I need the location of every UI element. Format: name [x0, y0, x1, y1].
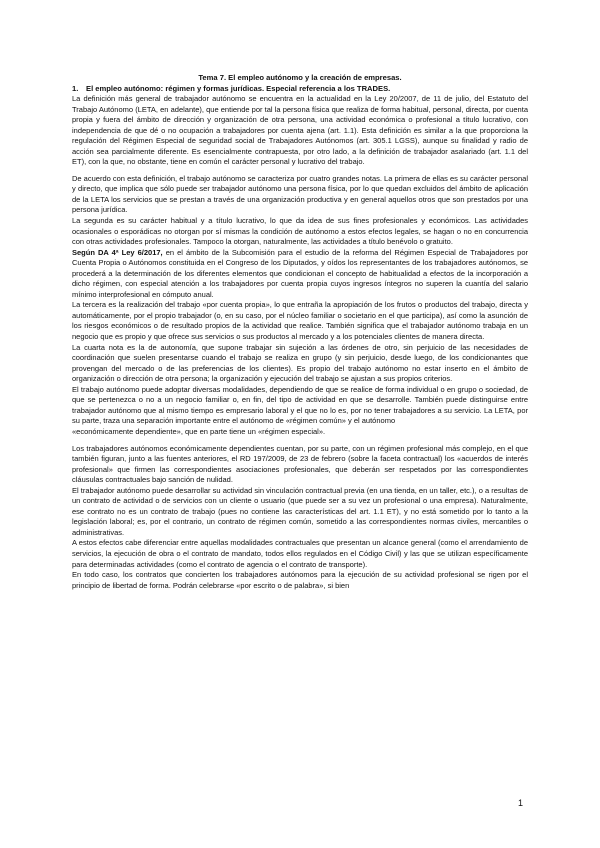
page-number: 1 [518, 798, 524, 808]
paragraph-modalidades-end: «económicamente dependiente», que en parte tiene un «régimen especial». [72, 426, 326, 436]
paragraph-habitual: La segunda es su carácter habitual y a título lucrativo, lo que da idea de sus fines profesionales y económicos. Las actividades ocasionales o esporádicas no otorgan por sí mismas la condición de autónomo a estos efectos legales, se hagan o no en concurrencia con otras actividades profesionales. Tampoco la otorgan, naturalmente, las actividades a título benévolo o gratuito. [72, 216, 528, 247]
paragraph-da4-lead: Según DA 4ª Ley 6/2017, [72, 247, 163, 257]
document-title: Tema 7. El empleo autónomo y la creación de empresas. [198, 73, 402, 82]
paragraph-libertad-forma: En todo caso, los contratos que concierten los trabajadores autónomos para la ejecución de su actividad profesional se rigen por el principio de libertad de forma. Podrán celebrarse «por escrito o de palabra», si bien [72, 570, 528, 590]
document-body [72, 73, 528, 591]
paragraph-autonomia: La cuarta nota es la de autonomía, que supone trabajar sin sujeción a las órdenes de otro, sin perjuicio de las necesidades de coordinación que suelen presentarse cuando el trabajo se realiza en grupo (y sin perjuicio, desde luego, de los condicionantes que provengan del mercado o de las preferencias de los clientes). Es propio del trabajo autónomo no estar inserto en el ámbito de organización o dirección de otra persona; la organización y ejecución del trabajo se ajustan a sus propios criterios. [72, 342, 528, 384]
section-heading-text: El empleo autónomo: régimen y formas jurídicas. Especial referencia a los TRADES. [86, 83, 391, 93]
paragraph-da4-text: en el ámbito de la Subcomisión para el estudio de la reforma del Régimen Especial de Trabajadores por Cuenta Propia o Autónomos constituida en el Congreso de los Diputados, y oídos los representantes de los trabajadores autónomos, se procederá a la determinación de los diferentes elementos que condicionan el concepto de habitualidad a efectos de la incorporación a dicho régimen, con especial atención a los trabajadores por cuenta propia cuyos ingresos íntegros no superen la cuantía del salario mínimo interprofesional en cómputo anual. [72, 247, 529, 299]
paragraph-definition: La definición más general de trabajador autónomo se encuentra en la actualidad en la Ley 20/2007, de 11 de julio, del Estatuto del Trabajo Autónomo (LETA, en adelante), que entiende por tal la persona física que realiza de forma habitual, personal, directa, por cuenta propia y fuera del ámbito de dirección y organización de otra persona, una actividad económica o profesional a título lucrativo, con independencia de que dé o no ocupación a trabajadores por cuenta ajena (art. 1.1). Esta definición es similar a la que proporciona la regulación del Régimen Especial de seguridad social de Trabajadores Autónomos (art. 305.1 LGSS), aunque su finalidad y radio de acción sea parcialmente diferente. Es esencialmente contrapuesta, por otro lado, a la definición de trabajador asalariado (art. 1.1 del ET), con la que, no obstante, tiene en común el carácter personal y lucrativo del trabajo. [72, 94, 528, 167]
paragraph-trade: Los trabajadores autónomos económicamente dependientes cuentan, por su parte, con un régimen profesional más complejo, en el que también figuran, junto a las fuentes anteriores, el RD 197/2009, de 23 de febrero (sobre la faceta contractual) los «acuerdos de interés profesional» que firmen las correspondientes asociaciones profesionales, que deberán ser respetados por las correspondientes cláusulas contractuales bajo sanción de nulidad. [72, 443, 528, 485]
paragraph-da4 [72, 248, 528, 301]
section-heading [72, 84, 528, 95]
paragraph-four-notes: De acuerdo con esta definición, el trabajo autónomo se caracteriza por cuatro grandes notas. La primera de ellas es su carácter personal y directo, que implica que sólo puede ser trabajador autónomo una persona física, por lo que quedan excluidos del ámbito de aplicación de la LETA los servicios que se prestan a través de una organización productiva y en general aquellos otros que son prestados por una persona jurídica. [72, 173, 528, 215]
paragraph-modalidades-contractuales: A estos efectos cabe diferenciar entre aquellas modalidades contractuales que presentan un alcance general (como el arrendamiento de servicios, la ejecución de obra o el contrato de mandato, todos ellos regulados en el Código Civil) y las que se utilizan específicamente para determinadas actividades (como el contrato de agencia o el contrato de transporte). [72, 538, 528, 569]
paragraph-contrato: El trabajador autónomo puede desarrollar su actividad sin vinculación contractual previa (en una tienda, en un taller, etc.), o a resultas de un contrato de actividad o de servicios con un cliente o usuario (que puede ser a su vez un profesional o una empresa). Naturalmente, ese contrato no es un contrato de trabajo (pues no contiene las características del art. 1.1 ET), y no está sometido por lo tanto a la legislación laboral; es, por el contrario, un contrato de régimen común, sometido a las correspondientes normas civiles, mercantiles o administrativas. [72, 485, 528, 537]
paragraph-modalidades: El trabajo autónomo puede adoptar diversas modalidades, dependiendo de que se realice de forma individual o en grupo o sociedad, de que se pertenezca o no a un negocio familiar o, en fin, del tipo de actividad en que se desarrolle. También puede distinguirse entre trabajador autónomo que al mismo tiempo es empresario laboral y el que no lo es, por no tener trabajadores a su servicio. La LETA, por su parte, traza una separación importante entre el autónomo de «régimen común» y el autónomo [72, 384, 528, 426]
section-number: 1. [72, 83, 79, 93]
paragraph-cuenta-propia: La tercera es la realización del trabajo «por cuenta propia», lo que entraña la apropiación de los frutos o productos del trabajo, directa y automáticamente, por el propio trabajador (o, en su caso, por el núcleo familiar o societario en el que participa), así como la asunción de los riesgos económicos o de resultado propios de la actividad que realice. También significa que el trabajador autónomo trabaja en un negocio que es propio y que ofrece sus servicios o sus productos al mercado y a los potenciales clientes de manera directa. [72, 300, 528, 342]
